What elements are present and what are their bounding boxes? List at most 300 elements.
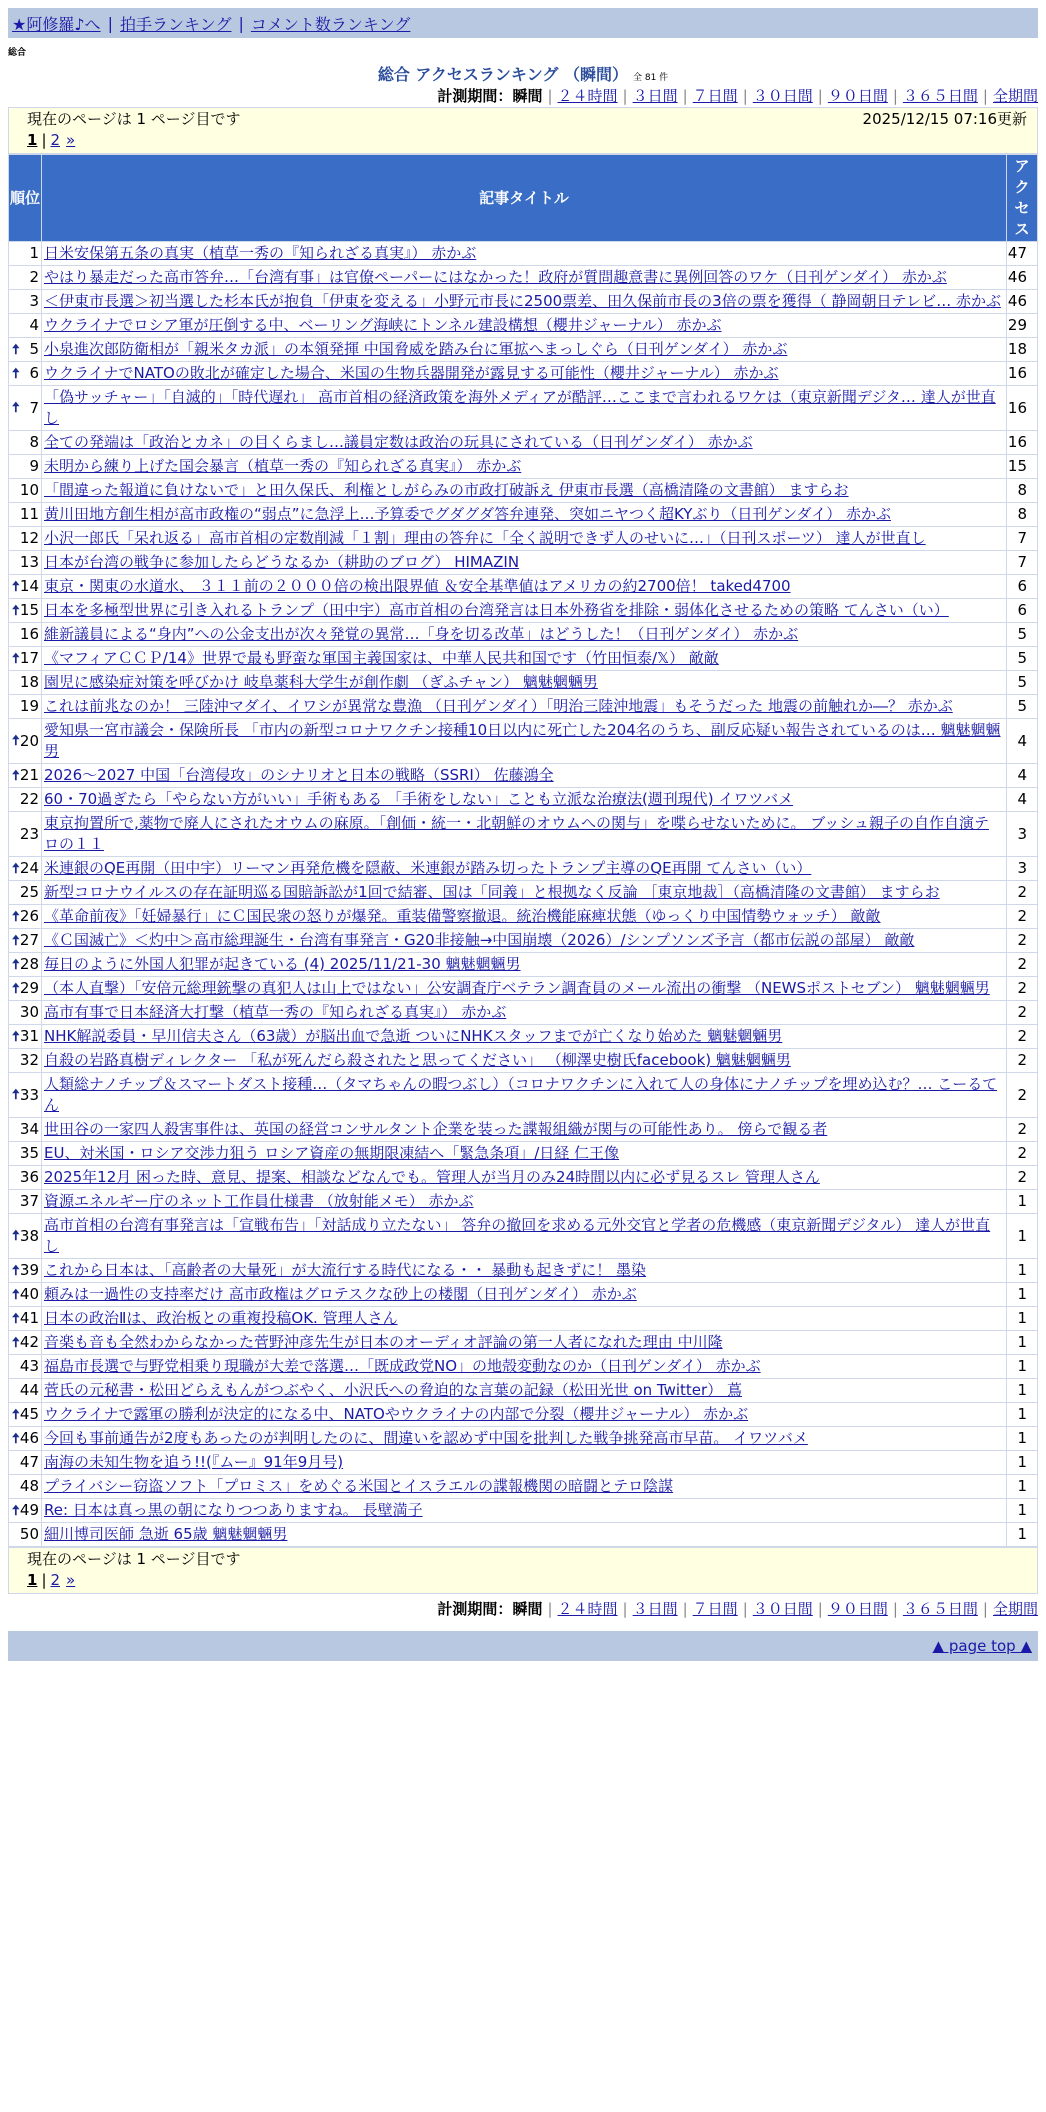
title-cell [42,290,1007,314]
access-count: 29 [1007,314,1038,338]
article-link[interactable]: 細川博司医師 急逝 65歳 魑魅魍魎男 [44,1525,288,1543]
article-link[interactable]: Re: 日本は真っ黒の朝になりつつありますね。 長壁満子 [44,1501,423,1519]
page-top-link[interactable]: ▲ page top ▲ [932,1637,1032,1655]
article-link[interactable]: 未明から練り上げた国会暴言（植草一秀の『知られざる真実』） 赤かぶ [44,457,522,475]
article-link[interactable]: 東京拘置所で,薬物で廃人にされたオウムの麻原。「創価・統一・北朝鮮のオウムへの関与」を喋らせないために。 ブッシュ親子の自作自演テロの１１ [44,814,989,853]
title-cell [42,953,1007,977]
rank-cell [9,551,42,575]
article-link[interactable]: 愛知県一宮市議会・保険所長 「市内の新型コロナワクチン接種10日以内に死亡した204名のうち、副反応疑い報告されているのは… 魑魅魍魎男 [44,721,1001,760]
article-link[interactable]: 東京・関東の水道水、 ３１１前の２０００倍の検出限界値 ＆安全基準値はアメリカの約2700倍！ taked4700 [44,577,791,595]
period-separator: | [622,1600,628,1618]
article-link[interactable]: 新型コロナウイルスの存在証明巡る国賠訴訟が1回で結審、国は「同義」と根拠なく反論 ［東京地裁］（高橋清隆の文書館） ますらお [44,883,940,901]
rank-cell [9,599,42,623]
table-row [9,503,1038,527]
access-count: 4 [1007,764,1038,788]
title-cell [42,1166,1007,1190]
rank-number: 28 [19,955,39,973]
article-link[interactable]: EU、対米国・ロシア交渉力狙う ロシア資産の無期限凍結へ「緊急条項」/日経 仁王像 [44,1144,620,1162]
article-link[interactable]: 頼みは一過性の支持率だけ 高市政権はグロテスクな砂上の楼閣（日刊ゲンダイ） 赤かぶ [44,1285,637,1303]
ranking-title-row [0,65,1046,85]
rank-cell [9,290,42,314]
up-arrow-icon: 🠅 [12,650,20,667]
table-row [9,764,1038,788]
table-row [9,431,1038,455]
access-count: 2 [1007,905,1038,929]
access-count: 16 [1007,431,1038,455]
page-info-text-bottom: 現在のページは 1 ページ目です [27,1550,241,1568]
table-row [9,788,1038,812]
period-link-6[interactable]: ３６５日間 [902,1600,978,1618]
article-link[interactable]: 日本が台湾の戦争に参加したらどうなるか（耕助のブログ） HIMAZIN [44,553,520,571]
period-link-1[interactable]: ２４時間 [557,87,618,105]
access-count: 1 [1007,1451,1038,1475]
title-cell [42,1451,1007,1475]
table-row [9,812,1038,857]
title-cell [42,1001,1007,1025]
ranking-table [8,154,1038,1547]
rank-number: 19 [19,697,39,715]
period-link-1[interactable]: ２４時間 [557,1600,618,1618]
title-cell [42,1259,1007,1283]
rank-number: 39 [19,1261,39,1279]
title-cell [42,695,1007,719]
nav-link-0[interactable]: ★阿修羅♪へ [12,14,101,34]
access-count: 2 [1007,1142,1038,1166]
article-link[interactable]: やはり暴走だった高市答弁…「台湾有事」は官僚ペーパーにはなかった！政府が質問趣意書に異例回答のワケ（日刊ゲンダイ） 赤かぶ [44,268,947,286]
article-link[interactable]: 園児に感染症対策を呼びかけ 岐阜薬科大学生が創作劇 （ぎふチャン） 魑魅魍魎男 [44,673,598,691]
access-count: 46 [1007,266,1038,290]
rank-number: 7 [29,398,39,417]
access-count: 5 [1007,695,1038,719]
article-link[interactable]: 米連銀のQE再開（田中宇）リーマン再発危機を隠蔽、米連銀が踏み切ったトランプ主導のQE再開 てんさい（い） [44,859,812,877]
rank-cell [9,764,42,788]
article-link[interactable]: 黄川田地方創生相が高市政権の“弱点”に急浮上…予算委でグダグダ答弁連発、突如ニヤつく超KYぶり（日刊ゲンダイ） 赤かぶ [44,505,891,523]
period-link-3[interactable]: ７日間 [692,87,738,105]
top-nav-bar [8,8,1038,38]
page-info-text: 現在のページは 1 ページ目です [27,110,241,128]
rank-number: 12 [19,529,39,547]
page-link-2[interactable]: 2 [50,131,61,149]
rank-cell [9,647,42,671]
article-link[interactable]: 小泉進次郎防衛相が「親米タカ派」の本領発揮 中国脅威を踏み台に軍拡へまっしぐら（日刊ゲンダイ） 赤かぶ [44,340,788,358]
article-link[interactable]: 2025年12月 困った時、意見、提案、相談などなんでも。管理人が当月のみ24時間以内に必ず見るスレ 管理人さん [44,1168,820,1186]
title-cell [42,1118,1007,1142]
title-cell [42,671,1007,695]
rank-cell [9,953,42,977]
rank-number: 25 [19,883,39,901]
rank-cell [9,812,42,857]
table-row [9,1355,1038,1379]
up-arrow-icon: 🠅 [12,1310,20,1327]
access-count: 1 [1007,1307,1038,1331]
rank-cell [9,1049,42,1073]
pagination-bottom [27,1570,1027,1591]
access-count: 5 [1007,623,1038,647]
access-count: 1 [1007,1475,1038,1499]
access-count: 2 [1007,953,1038,977]
rank-cell [9,857,42,881]
rank-number: 23 [19,824,39,843]
article-link[interactable]: 高市首相の台湾有事発言は「宣戦布告」「対話成り立たない」 答弁の撤回を求める元外交官と学者の危機感（東京新聞デジタル） 達人が世直し [44,1216,991,1255]
rank-cell [9,527,42,551]
rank-number: 24 [19,859,39,877]
table-row [9,479,1038,503]
rank-cell [9,575,42,599]
rank-cell [9,905,42,929]
access-count: 1 [1007,1214,1038,1259]
period-link-7[interactable]: 全期間 [992,1600,1038,1618]
rank-number: 46 [19,1429,39,1447]
up-arrow-icon: 🠅 [12,602,20,619]
access-count: 1 [1007,1355,1038,1379]
rank-cell [9,1214,42,1259]
rank-cell [9,1142,42,1166]
title-cell [42,338,1007,362]
updated-timestamp: 2025/12/15 07:16更新 [862,110,1027,128]
rank-cell [9,1025,42,1049]
table-row [9,1025,1038,1049]
access-count: 1 [1007,1499,1038,1523]
title-cell [42,479,1007,503]
period-link-7[interactable]: 全期間 [992,87,1038,105]
article-link[interactable]: 菅氏の元秘書・松田どらえもんがつぶやく、小沢氏への脅迫的な言葉の記録（松田光世 on Twitter） 蔦 [44,1381,742,1399]
up-arrow-icon: 🠅 [12,1334,20,1351]
rank-cell [9,719,42,764]
rank-number: 14 [19,577,39,595]
title-cell [42,812,1007,857]
rank-number: 8 [29,433,39,451]
table-row [9,1379,1038,1403]
table-row [9,1190,1038,1214]
access-count: 2 [1007,977,1038,1001]
title-cell [42,1331,1007,1355]
access-count: 2 [1007,881,1038,905]
title-cell [42,1523,1007,1547]
table-row [9,386,1038,431]
rank-number: 37 [19,1192,39,1210]
title-cell [42,1049,1007,1073]
table-row [9,290,1038,314]
rank-number: 6 [29,364,39,382]
page-link-2[interactable]: 2 [50,1571,61,1589]
access-count: 8 [1007,479,1038,503]
rank-cell [9,671,42,695]
pagination [27,130,1027,151]
up-arrow-icon: 🠅 [12,733,20,749]
access-count: 6 [1007,599,1038,623]
title-cell [42,1379,1007,1403]
rank-number: 40 [19,1285,39,1303]
table-row [9,647,1038,671]
table-row [9,1214,1038,1259]
col-header-title: 記事タイトル [42,155,1007,242]
title-cell [42,527,1007,551]
bottom-bar [8,1631,1038,1661]
next-page-link[interactable]: » [66,1571,76,1589]
period-label-bottom: 計測期間： [437,1600,513,1618]
period-separator: | [547,1600,553,1618]
title-cell [42,455,1007,479]
article-link[interactable]: 《Ｃ国滅亡》＜灼中＞高市総理誕生・台湾有事発言・G20非接触→中国崩壊（2026）/シンプソンズ予言（都市伝説の部屋） 敵敵 [44,931,915,949]
article-link[interactable]: これは前兆なのか！ 三陸沖マダイ、イワシが異常な豊漁 （日刊ゲンダイ）「明治三陸沖地震」もそうだった 地震の前触れか―？ 赤かぶ [44,697,953,715]
rank-cell [9,479,42,503]
period-selector-top [0,85,1038,107]
table-row [9,1499,1038,1523]
rank-number: 31 [19,1027,39,1045]
access-count: 1 [1007,1403,1038,1427]
rank-cell [9,977,42,1001]
rank-number: 17 [19,649,39,667]
up-arrow-icon: 🠅 [12,980,20,997]
up-arrow-icon: 🠅 [12,908,20,925]
article-link[interactable]: 2026～2027 中国「台湾侵攻」のシナリオと日本の戦略（SSRI） 佐藤鴻全 [44,766,554,784]
table-row [9,1283,1038,1307]
nav-link-1[interactable]: 拍手ランキング [119,14,232,34]
rank-cell [9,242,42,266]
table-row [9,1475,1038,1499]
period-links [512,87,1038,105]
article-link[interactable]: 《革命前夜》「妊婦暴行」にＣ国民衆の怒りが爆発。重装備警察撤退。統治機能麻痺状態（ゆっくり中国情勢ウォッチ） 敵敵 [44,907,881,925]
next-page-link[interactable]: » [66,131,76,149]
period-link-2[interactable]: ３日間 [632,1600,678,1618]
rank-cell [9,623,42,647]
period-separator: | [742,1600,748,1618]
up-arrow-icon: 🠅 [12,400,20,416]
article-link[interactable]: ウクライナでロシア軍が圧倒する中、ベーリング海峡にトンネル建設構想（櫻井ジャーナル） 赤かぶ [44,316,722,334]
period-selector-bottom [0,1598,1038,1620]
up-arrow-icon: 🠅 [12,956,20,973]
period-current: 瞬間 [512,1600,543,1618]
rank-number: 47 [19,1453,39,1471]
title-cell [42,719,1007,764]
rank-number: 26 [19,907,39,925]
article-link[interactable]: ウクライナでNATOの敗北が確定した場合、米国の生物兵器開発が露見する可能性（櫻井ジャーナル） 赤かぶ [44,364,779,382]
article-link[interactable]: 日本の政治Ⅱは、政治板との重複投稿OK. 管理人さん [44,1309,398,1327]
access-count: 1 [1007,1523,1038,1547]
article-link[interactable]: 毎日のように外国人犯罪が起きている (4) 2025/11/21-30 魑魅魍魎男 [44,955,521,973]
rank-cell [9,1259,42,1283]
access-count: 2 [1007,1166,1038,1190]
article-link[interactable]: 高市有事で日本経済大打撃（植草一秀の『知られざる真実』） 赤かぶ [44,1003,507,1021]
rank-cell [9,929,42,953]
article-link[interactable]: 60・70過ぎたら「やらない方がいい」手術もある 「手術をしない」ことも立派な治療法(週刊現代) イワツバメ [44,790,794,808]
title-cell [42,623,1007,647]
article-link[interactable]: 福島市長選で与野党相乗り現職が大差で落選…「既成政党NO」の地殻変動なのか（日刊ゲンダイ） 赤かぶ [44,1357,761,1375]
period-separator: | [892,1600,898,1618]
page-current: 1 [27,1571,38,1589]
title-cell [42,977,1007,1001]
rank-cell [9,1355,42,1379]
access-count: 2 [1007,1049,1038,1073]
table-row [9,1331,1038,1355]
article-link[interactable]: 日米安保第五条の真実（植草一秀の『知られざる真実』） 赤かぶ [44,244,477,262]
rank-cell [9,881,42,905]
rank-number: 1 [29,244,39,262]
title-cell [42,551,1007,575]
access-count: 2 [1007,1001,1038,1025]
table-row [9,242,1038,266]
table-row [9,1307,1038,1331]
article-link[interactable]: 資源エネルギー庁のネット工作員仕様書 （放射能メモ） 赤かぶ [44,1192,474,1210]
access-count: 1 [1007,1190,1038,1214]
rank-number: 35 [19,1144,39,1162]
period-link-4[interactable]: ３０日間 [752,1600,813,1618]
table-row [9,599,1038,623]
rank-cell [9,338,42,362]
period-separator: | [742,87,748,105]
access-count: 6 [1007,575,1038,599]
table-row [9,719,1038,764]
article-link[interactable]: 自殺の岩路真樹ディレクター 「私が死んだら殺されたと思ってください」 （柳澤史樹氏facebook) 魑魅魍魎男 [44,1051,791,1069]
table-row [9,881,1038,905]
table-row [9,1259,1038,1283]
rank-number: 33 [19,1085,39,1104]
rank-number: 38 [19,1226,39,1245]
period-link-5[interactable]: ９０日間 [827,1600,888,1618]
rank-number: 15 [19,601,39,619]
table-row [9,623,1038,647]
period-label: 計測期間： [437,87,513,105]
rank-number: 42 [19,1333,39,1351]
rank-number: 29 [19,979,39,997]
article-link[interactable]: 維新議員による“身内”への公金支出が次々発覚の異常…「身を切る改革」はどうした！（日刊ゲンダイ） 赤かぶ [44,625,799,643]
title-cell [42,575,1007,599]
article-link[interactable]: 音楽も音も全然わからなかった菅野沖彦先生が日本のオーディオ評論の第一人者になれた理由 中川隆 [44,1333,723,1351]
rank-cell [9,314,42,338]
article-link[interactable]: 「偽サッチャー」「自滅的」「時代遅れ」 高市首相の経済政策を海外メディアが酷評…ここまで言われるワケは（東京新聞デジタ… 達人が世直し [44,388,996,427]
rank-cell [9,362,42,386]
table-row [9,1427,1038,1451]
article-link[interactable]: 全ての発端は「政治とカネ」の目くらまし…議員定数は政治の玩具にされている（日刊ゲンダイ） 赤かぶ [44,433,753,451]
rank-cell [9,503,42,527]
title-cell [42,266,1007,290]
title-cell [42,1403,1007,1427]
title-cell [42,1499,1007,1523]
article-link[interactable]: 日本を多極型世界に引き入れるトランプ（田中宇）高市首相の台湾発言は日本外務省を排除・弱体化させるための策略 てんさい（い） [44,601,949,619]
rank-number: 10 [19,481,39,499]
article-link[interactable]: ウクライナで露軍の勝利が決定的になる中、NATOやウクライナの内部で分裂（櫻井ジャーナル） 赤かぶ [44,1405,749,1423]
ranking-table-body [9,242,1038,1547]
table-row [9,1049,1038,1073]
title-cell [42,242,1007,266]
table-row [9,857,1038,881]
period-link-3[interactable]: ７日間 [692,1600,738,1618]
rank-cell [9,1379,42,1403]
rank-cell [9,266,42,290]
article-link[interactable]: 今回も事前通告が2度もあったのが判明したのに、間違いを認めず中国を批判した戦争挑発高市早苗。 イワツバメ [44,1429,808,1447]
article-link[interactable]: ＜伊東市長選＞初当選した杉本氏が抱負「伊東を変える」小野元市長に2500票差、田久保前市長の3倍の票を獲得（ 静岡朝日テレビ… 赤かぶ [44,292,1001,310]
table-row [9,671,1038,695]
title-cell [42,1307,1007,1331]
total-count: 全 81 件 [633,73,669,83]
table-row [9,1118,1038,1142]
article-link[interactable]: 《マフィアＣＣＰ/14》世界で最も野蛮な軍国主義国家は、中華人民共和国です（竹田恒泰/𝕏） 敵敵 [44,649,719,667]
access-count: 1 [1007,1379,1038,1403]
nav-separator: | [107,13,113,33]
up-arrow-icon: 🠅 [12,1406,20,1423]
access-count: 1 [1007,1331,1038,1355]
period-separator: | [982,87,988,105]
access-count: 2 [1007,1025,1038,1049]
title-cell [42,857,1007,881]
article-link[interactable]: （本人直撃）「安倍元総理銃撃の真犯人は山上ではない」公安調査庁ベテラン調査員のメール流出の衝撃 （NEWSポストセブン） 魑魅魍魎男 [44,979,990,997]
rank-number: 43 [19,1357,39,1375]
rank-number: 36 [19,1168,39,1186]
rank-number: 22 [19,790,39,808]
rank-number: 20 [19,731,39,750]
period-separator: | [682,87,688,105]
up-arrow-icon: 🠅 [12,1430,20,1447]
table-row [9,338,1038,362]
period-separator: | [982,1600,988,1618]
rank-number: 9 [29,457,39,475]
rank-number: 50 [19,1525,39,1543]
period-separator: | [682,1600,688,1618]
rank-number: 3 [29,292,39,310]
up-arrow-icon: 🠅 [12,1228,20,1244]
col-header-rank: 順位 [9,155,42,242]
article-link[interactable]: 南海の未知生物を追う!!(『ムー』91年9月号) [44,1453,344,1471]
title-cell [42,314,1007,338]
article-link[interactable]: 「間違った報道に負けないで」と田久保氏、利権としがらみの市政打破訴え 伊東市長選（高橋清隆の文書館） ますらお [44,481,849,499]
table-row [9,1403,1038,1427]
article-link[interactable]: NHK解説委員・早川信夫さん（63歳）が脳出血で急逝 ついにNHKスタッフまでが亡くなり始めた 魑魅魍魎男 [44,1027,783,1045]
up-arrow-icon: 🠅 [12,1502,20,1519]
up-arrow-icon: 🠅 [12,860,20,877]
table-row [9,314,1038,338]
up-arrow-icon: 🠅 [12,1262,20,1279]
article-link[interactable]: これから日本は、「高齢者の大量死」が大流行する時代になる・・ 暴動も起きずに！ 墨染 [44,1261,647,1279]
col-header-count: アクセス [1007,155,1038,242]
period-separator: | [622,87,628,105]
rank-number: 5 [29,340,39,358]
period-separator: | [817,87,823,105]
article-link[interactable]: プライバシー窃盗ソフト「プロミス」をめぐる米国とイスラエルの諜報機関の暗闘とテロ陰謀 [44,1477,674,1495]
title-cell [42,647,1007,671]
rank-cell [9,431,42,455]
access-count: 1 [1007,1427,1038,1451]
page-info-box-top [8,107,1038,154]
title-cell [42,1475,1007,1499]
period-link-2[interactable]: ３日間 [632,87,678,105]
rank-cell [9,1451,42,1475]
article-link[interactable]: 小沢一郎氏「呆れ返る」高市首相の定数削減「１割」理由の答弁に「全く説明できず人のせいに…」（日刊スポーツ） 達人が世直し [44,529,926,547]
up-arrow-icon: 🠅 [12,767,20,784]
nav-link-2[interactable]: コメント数ランキング [250,14,411,34]
period-link-4[interactable]: ３０日間 [752,87,813,105]
section-label: 総合 [8,48,27,58]
rank-cell [9,1523,42,1547]
period-link-5[interactable]: ９０日間 [827,87,888,105]
rank-number: 44 [19,1381,39,1399]
table-row [9,455,1038,479]
title-cell [42,386,1007,431]
page-current: 1 [27,131,38,149]
article-link[interactable]: 世田谷の一家四人殺害事件は、英国の経営コンサルタント企業を装った諜報組織が関与の可能性あり。 傍らで観る者 [44,1120,828,1138]
title-cell [42,929,1007,953]
period-link-6[interactable]: ３６５日間 [902,87,978,105]
article-link[interactable]: 人類総ナノチップ＆スマートダスト接種…（タマちゃんの暇つぶし）（コロナワクチンに入れて人の身体にナノチップを埋め込む？… こーるてん [44,1075,998,1114]
period-current: 瞬間 [512,87,543,105]
up-arrow-icon: 🠅 [12,1028,20,1045]
access-count: 3 [1007,812,1038,857]
title-cell [42,1073,1007,1118]
rank-number: 32 [19,1051,39,1069]
table-row [9,953,1038,977]
title-cell [42,599,1007,623]
title-cell [42,431,1007,455]
table-row [9,1166,1038,1190]
